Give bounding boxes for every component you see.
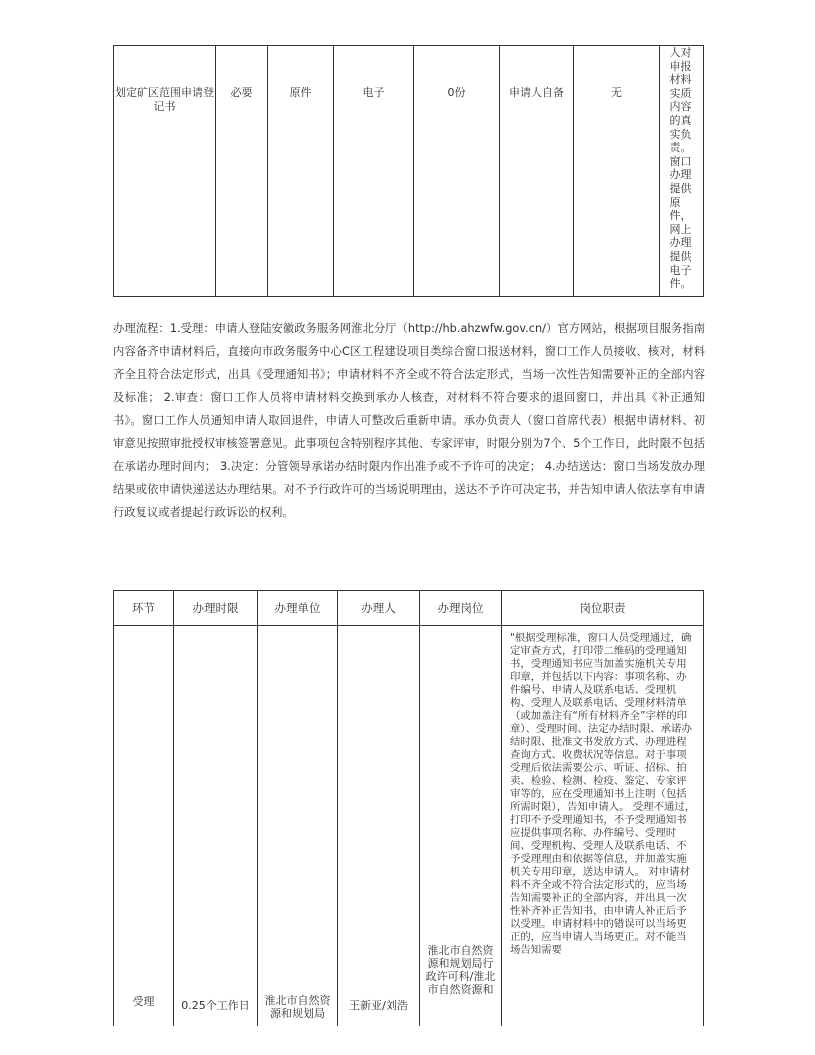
material-name: 划定矿区范围申请登记书	[115, 86, 214, 113]
material-format-cell	[334, 46, 414, 297]
material-format: 电子	[362, 86, 385, 99]
material-standard: 无	[611, 86, 622, 99]
header-stage: 环节	[114, 591, 174, 626]
post-value: 淮北市自然资源和规划局行政许可科/淮北市自然资源和	[425, 944, 496, 996]
material-type: 原件	[289, 86, 312, 99]
material-source-cell	[500, 46, 574, 297]
header-time-limit: 办理时限	[174, 591, 258, 626]
process-description: 办理流程：1.受理：申请人登陆安徽政务服务网淮北分厅（http://hb.ahzwfw.gov.cn/）官方网站，根据项目服务指南内容备齐申请材料后，直接向市政务服务中心C区工程建设项目类综合窗口报送材料，窗口工作人员接收、核对，材料齐全且符合法定形式，出具《受理通知书》；申请材料不齐全或不符合法定形式，当场一次性告知需要补正的全部内容及标准； 2.审查：窗口工作人员将申请材料交换到承办人核查，对材料不符合要求的退回窗口，并出具《补正通知书》。窗口工作人员通知申请人取回退件，申请人可整改后重新申请。承办负责人（窗口首席代表）根据申请材料、初审意见按照审批授权审核签署意见。此事项包含特别程序其他、专家评审，时限分别为7个、5个工作日，此时限不包括在承诺办理时间内； 3.决定：分管领导承诺办结时限内作出准予或不予许可的决定； 4.办结送达：窗口当场发放办理结果或依申请快递送达办理结果。对不予行政许可的当场说明理由，送达不予许可决定书，并告知申请人依法享有申请行政复议或者提起行政诉讼的权利。	[113, 322, 705, 519]
duty-value: "根据受理标准，窗口人员受理通过，确定审查方式，打印带二维码的受理通知书，受理通知书应当加盖实施机关专用印章，并包括以下内容：事项名称、办件编号、申请人及联系电话、受理机构、受理人及联系电话、受理材料清单（或加盖注有“所有材料齐全”字样的印章）、受理时间、法定办结时限、承诺办结时限、批准文书发放方式、办理进程查询方式、收费状况等信息。对于事项受理后依法需要公示、听证、招标、拍卖、检验、检测、检疫、鉴定、专家评审等的，应在受理通知书上注明（包括所需时限），告知申请人。 受理不通过，打印不予受理通知书，不予受理通知书应提供事项名称、办件编号、受理时间、受理机构、受理人及联系电话、不予受理理由和依据等信息，并加盖实施机关专用印章，送达申请人。 对申请材料不齐全或不符合法定形式的，应当场告知需要补正的全部内容，并出具一次性补齐补正告知书，由申请人补正后予以受理。申请材料中的错误可以当场更正的，应当申请人当场更正。对不能当场告知需要	[510, 632, 696, 956]
material-note: 人对申报材料实质内容的真实负责。窗口办理提供原件，网上办理提供电子件。	[669, 46, 692, 291]
handler-value: 王新亚/刘浩	[349, 999, 408, 1012]
time-limit-value: 0.25个工作日	[181, 999, 250, 1012]
material-copies: 0份	[447, 86, 466, 99]
material-note-cell	[660, 46, 704, 297]
material-required-cell	[216, 46, 268, 297]
material-name-cell	[114, 46, 216, 297]
stage-cell	[114, 626, 174, 1027]
post-cell	[420, 626, 502, 1027]
material-source: 申请人自备	[509, 86, 564, 99]
handler-cell	[338, 626, 420, 1027]
stage-value: 受理	[132, 995, 155, 1008]
header-handler: 办理人	[338, 591, 420, 626]
header-duty: 岗位职责	[502, 591, 704, 626]
header-post: 办理岗位	[420, 591, 502, 626]
material-standard-cell	[574, 46, 660, 297]
material-copies-cell	[414, 46, 500, 297]
duty-cell	[502, 626, 704, 1027]
time-limit-cell	[174, 626, 258, 1027]
materials-table	[113, 45, 704, 297]
header-unit: 办理单位	[258, 591, 338, 626]
material-type-cell	[268, 46, 334, 297]
unit-cell	[258, 626, 338, 1027]
steps-table	[113, 590, 704, 1026]
unit-value: 淮北市自然资源和规划局	[264, 994, 331, 1020]
table-row	[114, 46, 704, 297]
table-row	[114, 626, 704, 1027]
table-header-row	[114, 591, 704, 626]
material-required: 必要	[230, 86, 253, 99]
